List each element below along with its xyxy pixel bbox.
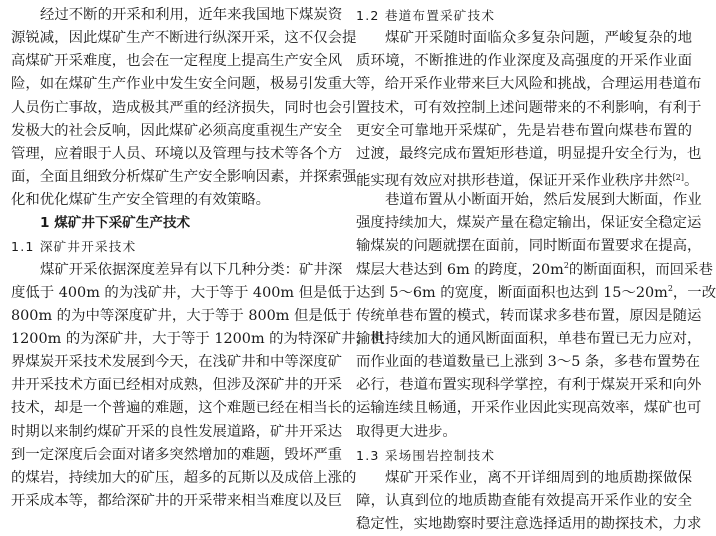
section-1-2-line: 更安全可靠地开采煤矿，先是岩巷布置向煤巷布置的 <box>356 122 692 139</box>
section-1-1-line: 开采成本等，都给深矿井的开采带来相当难度以及巨 <box>11 492 342 509</box>
paragraph-text: 的断面面积，而回采巷 <box>568 261 713 278</box>
section-1-2-line: 过渡，最终完成布置矩形巷道，明显提升安全行为，也 <box>356 145 702 162</box>
intro-line: 人员伤亡事故，造成极其严重的经济损失，同时也会引 <box>11 99 357 116</box>
section-1-1-heading: 1.1 深矿井开采技术 <box>11 239 137 255</box>
section-1-2-line: 煤矿开采随时面临众多复杂问题，严峻复杂的地 <box>385 30 692 47</box>
section-1-heading: 1 煤矿井下采矿生产技术 <box>40 215 191 232</box>
section-1-1-line: 800m 的为中等深度矿井，大于等于 800m 但是低于 <box>11 307 352 324</box>
intro-line: 面，全面且细致分析煤矿生产安全影响因素，并探索强 <box>11 168 357 185</box>
superscript: 2 <box>563 260 569 270</box>
sentence-end: 。 <box>683 172 699 189</box>
section-1-2-line-with-citation <box>356 166 699 189</box>
intro-line: 化和优化煤矿生产安全管理的有效策略。 <box>11 192 271 209</box>
section-1-2-heading: 1.2 巷道布置采矿技术 <box>356 8 496 23</box>
paragraph-text: 达到 5～6m 的宽度，断面面积也达到 15～20m <box>356 284 668 301</box>
section-1-1-line: 度低于 400m 的为浅矿井，大于等于 400m 但是低于 <box>11 284 357 301</box>
section-1-1-line: 时期以来制约煤矿开采的良性发展道路，矿井开采达 <box>11 423 342 440</box>
paragraph-text: 煤层大巷达到 6m 的跨度，20m <box>356 261 564 278</box>
section-1-2-line: 等，给开采作业带来巨大风险和挑战，合理运用巷道布 <box>356 76 702 93</box>
section-1-1-line: 到一定深度后会面对诸多突然增加的难题，毁坏严重 <box>11 446 342 463</box>
section-1-2-line <box>356 259 713 282</box>
right-column <box>356 4 716 536</box>
section-1-3-line: 障，认真到位的地质勘查能有效提高开采作业的安全 <box>356 492 692 509</box>
section-1-3-line: 稳定性，实地勘察时要注意选择适用的勘探技术，力求 <box>356 516 702 533</box>
section-1-2-line: 强度持续加大，煤炭产量在稳定输出，保证安全稳定运 <box>356 215 702 232</box>
section-1-2-line: 置技术，可有效控制上述问题带来的不利影响，有利于 <box>356 99 702 116</box>
section-1-1-line: 界煤炭开采技术发展到今天，在浅矿井和中等深度矿 <box>11 354 342 371</box>
paragraph-text: ，一改 <box>672 284 716 301</box>
section-1-1-line: 井开采技术方面已经相对成熟，但涉及深矿井的开采 <box>11 377 342 394</box>
section-1-2-line: 巷道布置从小断面开始，然后发展到大断面，作业 <box>385 192 702 209</box>
section-1-1-line: 煤矿开采依据深度差异有以下几种分类：矿井深 <box>40 261 343 278</box>
section-1-2-line: 质环境，不断推进的作业深度及高强度的开采作业面 <box>356 53 692 70</box>
intro-line: 发极大的社会反响，因此煤矿必须高度重视生产安全 <box>11 122 342 139</box>
section-1-2-line: 运输连续且畅通，开采作业因此实现高效率，煤矿也可 <box>356 400 702 417</box>
section-1-2-line: 输机持续加大的通风断面面积，单巷布置已无力应对， <box>356 330 702 347</box>
section-1-3-line: 煤矿开采作业，离不开详细周到的地质勘探做保 <box>385 469 692 486</box>
section-1-1-line: 的煤岩，持续加大的矿压，超多的瓦斯以及成倍上涨的 <box>11 469 357 486</box>
section-1-2-line <box>356 282 716 305</box>
section-1-2-line: 输煤炭的问题就摆在面前，同时断面布置要求在提高， <box>356 238 702 255</box>
section-1-1-line: 1200m 的为深矿井，大于等于 1200m 的为特深矿井，世 <box>11 330 385 347</box>
citation-reference: [2] <box>672 172 684 182</box>
section-1-2-line: 而作业面的巷道数量已上涨到 3～5 条，多巷布置势在 <box>356 354 701 371</box>
left-column <box>11 4 385 513</box>
intro-line: 经过不断的开采和利用，近年来我国地下煤炭资 <box>40 7 343 23</box>
intro-line: 高煤矿开采难度，也会在一定程度上提高生产安全风 <box>11 53 342 70</box>
intro-line: 管理，应着眼于人员、环境以及管理与技术等各个方 <box>11 145 342 162</box>
intro-line: 源锐减，因此煤矿生产不断进行纵深开采，这不仅会提 <box>11 30 357 47</box>
section-1-2-line: 传统单巷布置的模式，转而谋求多巷布置，原因是随运 <box>356 307 702 324</box>
section-1-3-heading: 1.3 采场围岩控制技术 <box>356 447 496 463</box>
paragraph-text: 能实现有效应对拱形巷道，保证开采作业秩序井然 <box>356 172 673 189</box>
section-1-1-line: 技术，却是一个普遍的难题，这个难题已经在相当长的 <box>11 400 357 417</box>
section-1-2-line: 必行，巷道布置实现科学掌控，有利于煤炭开采和向外 <box>356 377 702 394</box>
section-1-2-line: 取得更大进步。 <box>356 423 457 440</box>
superscript: 2 <box>667 283 673 293</box>
intro-line: 险，如在煤矿生产作业中发生安全问题，极易引发重大 <box>11 76 357 93</box>
